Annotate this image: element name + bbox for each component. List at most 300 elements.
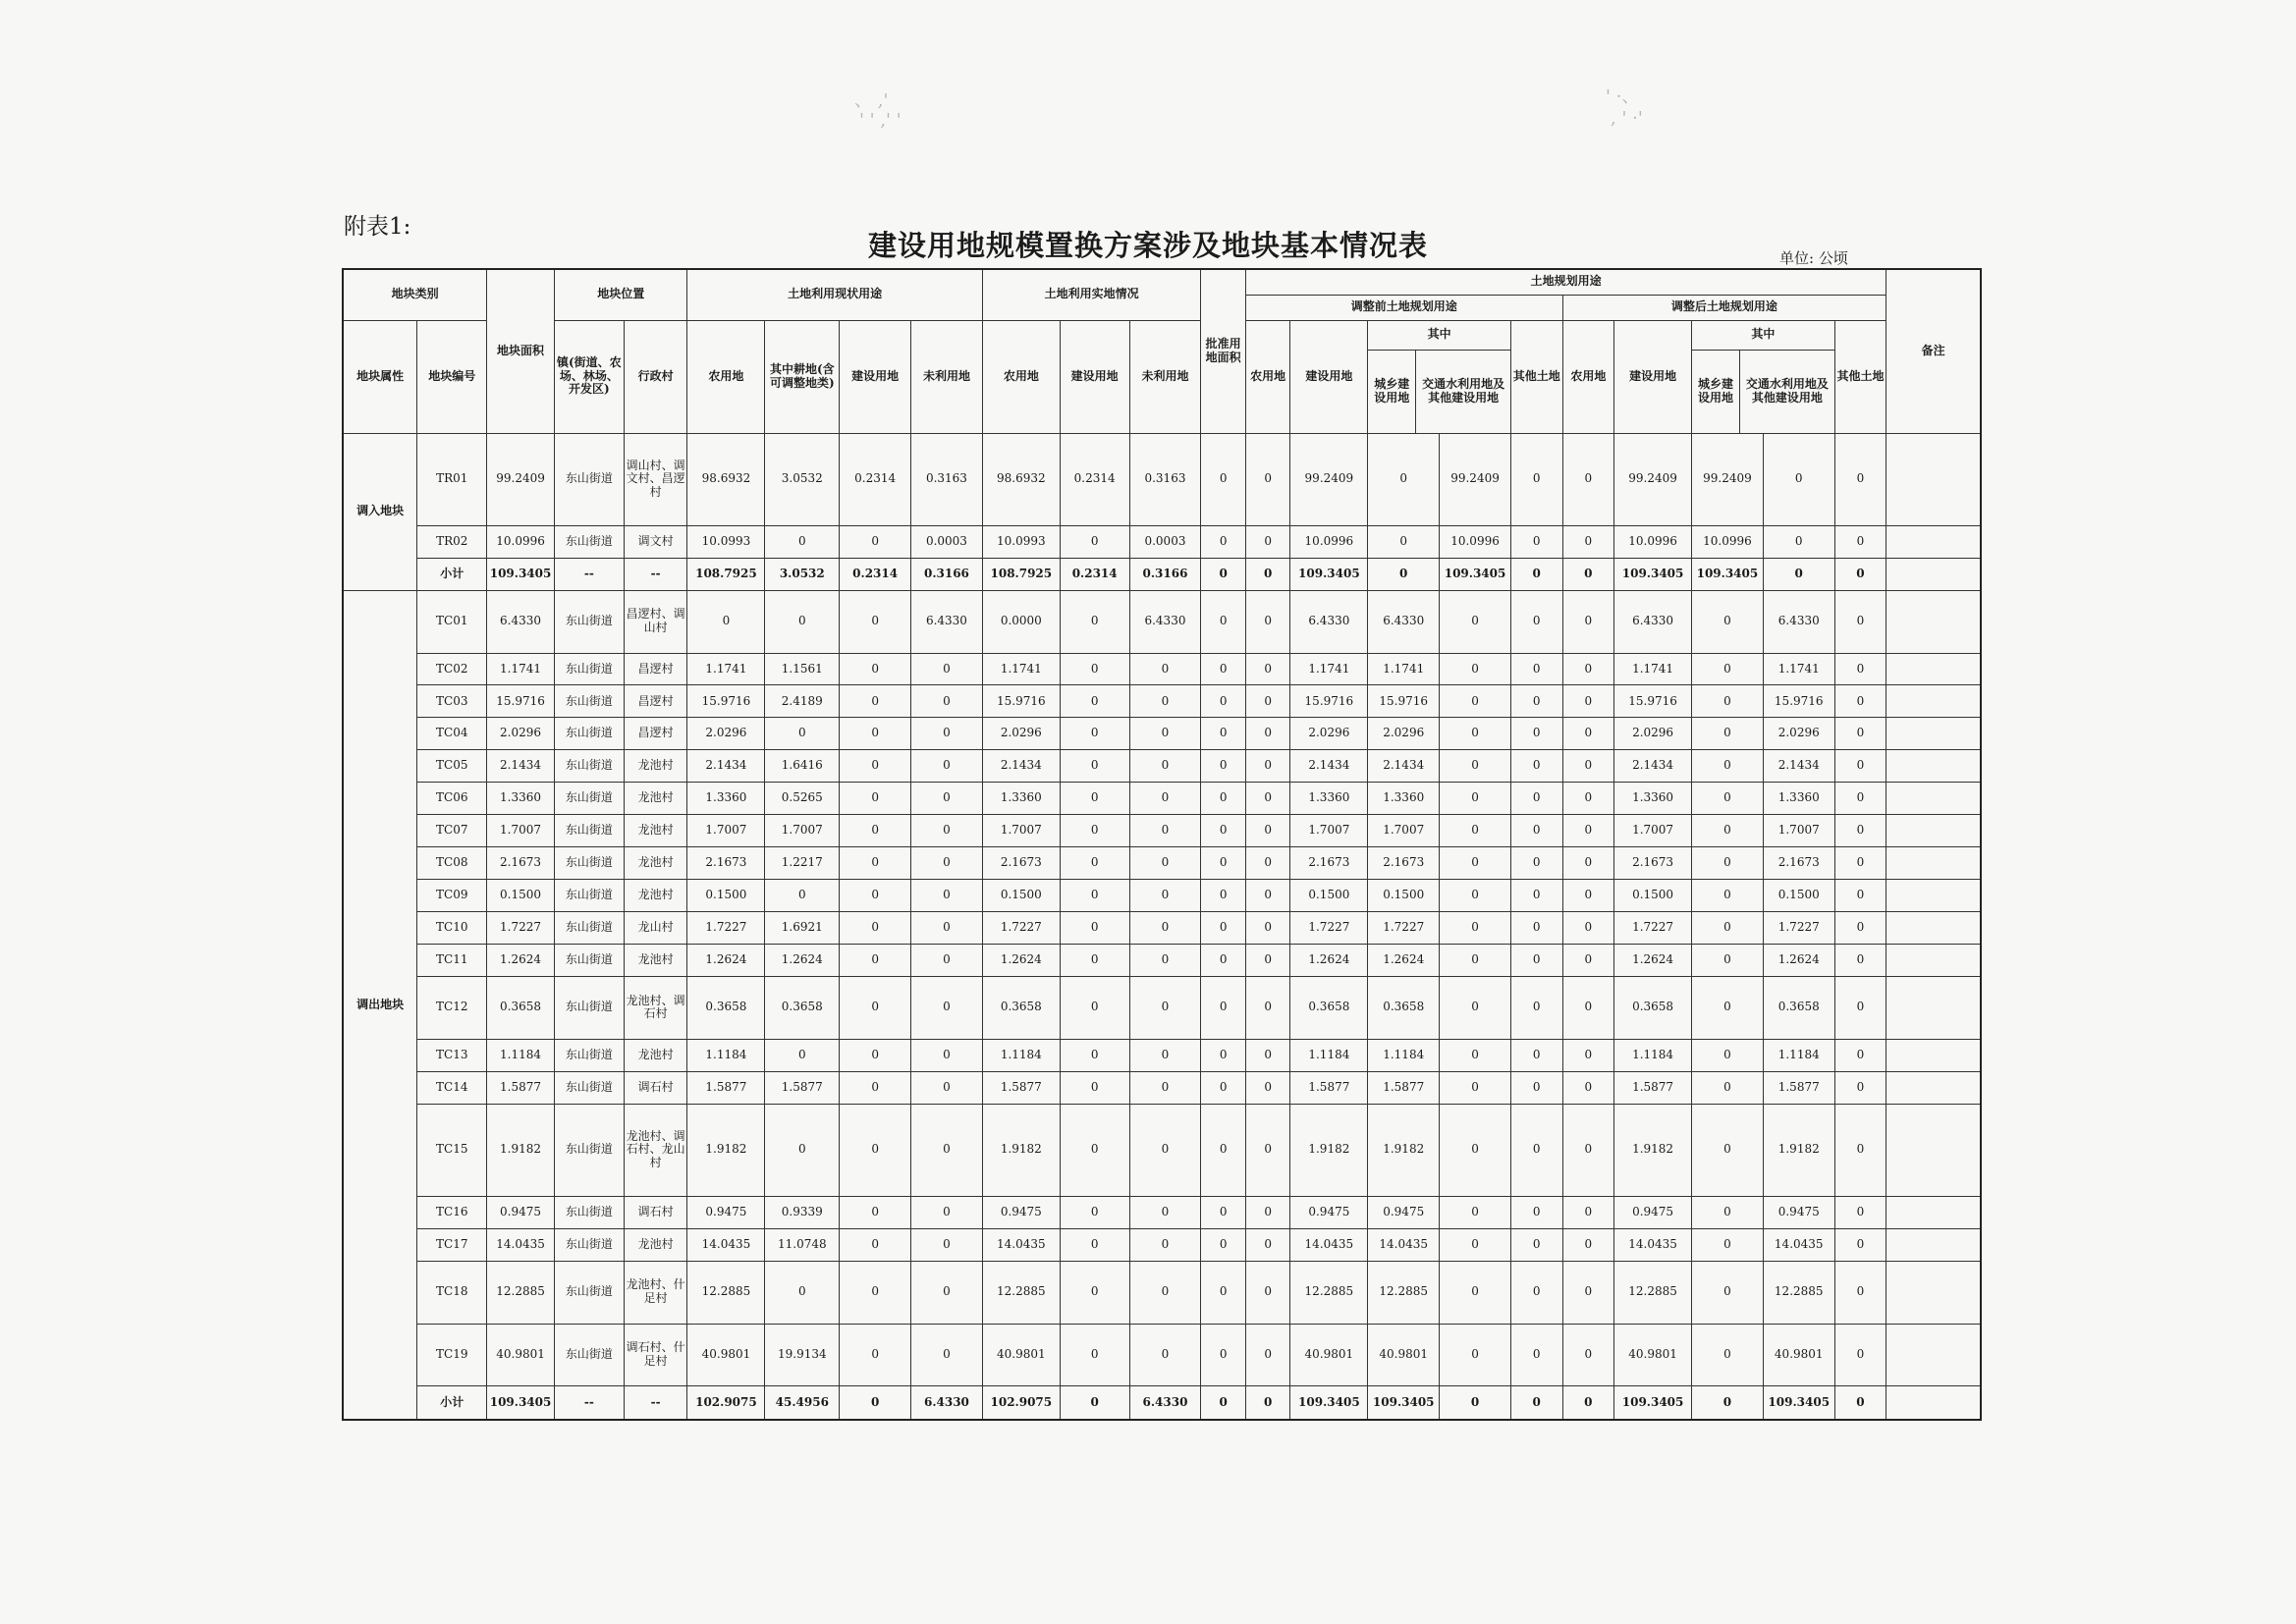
cell-value: 12.2885 (1614, 1261, 1692, 1324)
cell-value: 0 (1440, 912, 1511, 945)
cell-value: 0.3658 (982, 977, 1060, 1040)
cell-value: 109.3405 (1614, 1386, 1692, 1420)
cell-village: 龙池村、调石村、龙山村 (624, 1104, 687, 1196)
group-name: 调入地块 (343, 433, 417, 590)
cell-value: 0 (765, 880, 840, 912)
cell-village: -- (624, 1386, 687, 1420)
cell-area: 15.9716 (487, 685, 555, 718)
cell-town: 东山街道 (554, 433, 624, 525)
cell-value: 1.1184 (687, 1039, 765, 1071)
cell-value: 14.0435 (1614, 1228, 1692, 1261)
cell-value: 0 (1510, 1039, 1562, 1071)
cell-village: 昌逻村 (624, 685, 687, 718)
cell-value: 2.0296 (1290, 718, 1368, 750)
cell-value: 1.7227 (1368, 912, 1440, 945)
cell-value: 6.4330 (1129, 1386, 1201, 1420)
cell-village: 龙山村 (624, 912, 687, 945)
cell-value: 12.2885 (687, 1261, 765, 1324)
cell-value: 0 (1834, 945, 1886, 977)
header-before-other: 其他土地 (1510, 320, 1562, 433)
table-row (343, 1324, 1981, 1386)
table-row (343, 433, 1981, 525)
cell-value: 15.9716 (1614, 685, 1692, 718)
cell-value: 1.3360 (1614, 783, 1692, 815)
cell-value: 11.0748 (765, 1228, 840, 1261)
cell-value: 0 (1060, 1261, 1129, 1324)
cell-value: 0 (1440, 847, 1511, 880)
cell-value: 0 (1060, 685, 1129, 718)
cell-value: 1.6921 (765, 912, 840, 945)
cell-town: 东山街道 (554, 977, 624, 1040)
cell-value: 0 (840, 1104, 911, 1196)
cell-value: 1.7227 (1763, 912, 1834, 945)
unit-label: 单位: 公顷 (1779, 249, 1848, 267)
cell-value: 0 (1834, 1261, 1886, 1324)
cell-remark (1886, 1104, 1981, 1196)
cell-value: 102.9075 (982, 1386, 1060, 1420)
cell-value: 0 (840, 590, 911, 653)
cell-value: 0 (1245, 433, 1290, 525)
cell-value: 0 (1562, 1104, 1614, 1196)
header-cur-of-which-farm: 其中耕地(含可调整地类) (765, 320, 840, 433)
cell-value: 0 (1440, 653, 1511, 685)
cell-code: TC17 (417, 1228, 487, 1261)
cell-value: 0 (1129, 912, 1201, 945)
cell-town: 东山街道 (554, 1071, 624, 1104)
cell-town: 东山街道 (554, 815, 624, 847)
cell-village: 龙池村 (624, 1039, 687, 1071)
cell-remark (1886, 590, 1981, 653)
cell-village: 龙池村 (624, 1228, 687, 1261)
cell-value: 15.9716 (1763, 685, 1834, 718)
cell-value: 1.7227 (982, 912, 1060, 945)
cell-value: 0.1500 (687, 880, 765, 912)
cell-remark (1886, 718, 1981, 750)
cell-value: 0 (1510, 977, 1562, 1040)
cell-value: 1.5877 (1290, 1071, 1368, 1104)
cell-value: 6.4330 (1290, 590, 1368, 653)
cell-value: 0 (1562, 783, 1614, 815)
cell-value: 0 (1562, 718, 1614, 750)
cell-value: 0 (1440, 783, 1511, 815)
cell-value: 2.1673 (687, 847, 765, 880)
cell-area: 1.1741 (487, 653, 555, 685)
cell-value: 0 (1245, 653, 1290, 685)
cell-value: 0 (1834, 783, 1886, 815)
cell-value: 0 (1440, 590, 1511, 653)
header-area: 地块面积 (487, 269, 555, 433)
cell-value: 0 (1201, 1324, 1246, 1386)
table-row (343, 525, 1981, 558)
cell-village: 龙池村 (624, 783, 687, 815)
cell-value: 0 (1562, 1228, 1614, 1261)
cell-value: 1.2624 (1290, 945, 1368, 977)
cell-value: 0.9475 (1368, 1197, 1440, 1229)
cell-value: 0 (1510, 1261, 1562, 1324)
cell-town: 东山街道 (554, 750, 624, 783)
header-location: 地块位置 (554, 269, 687, 320)
cell-value: 0 (1834, 912, 1886, 945)
cell-value: 0 (1834, 847, 1886, 880)
cell-area: 0.1500 (487, 880, 555, 912)
cell-value: 2.1673 (1763, 847, 1834, 880)
cell-remark (1886, 1261, 1981, 1324)
cell-town: 东山街道 (554, 847, 624, 880)
cell-value: 0 (1245, 1197, 1290, 1229)
cell-value: 0 (1129, 1039, 1201, 1071)
cell-village: 调文村 (624, 525, 687, 558)
cell-value: 1.2624 (1763, 945, 1834, 977)
cell-remark (1886, 653, 1981, 685)
cell-value: 1.9182 (1368, 1104, 1440, 1196)
table-row (343, 1071, 1981, 1104)
cell-value: 0 (1245, 590, 1290, 653)
cell-value: 0 (1562, 590, 1614, 653)
cell-village: 调山村、调文村、昌逻村 (624, 433, 687, 525)
cell-value: 0.2314 (840, 433, 911, 525)
cell-value: 0 (1201, 653, 1246, 685)
cell-remark (1886, 977, 1981, 1040)
cell-value: 0.5265 (765, 783, 840, 815)
cell-value: 15.9716 (1368, 685, 1440, 718)
cell-value: 0 (840, 685, 911, 718)
cell-value: 0 (1510, 912, 1562, 945)
cell-value: 1.5877 (982, 1071, 1060, 1104)
cell-value: 0 (1562, 815, 1614, 847)
cell-value: 0 (1440, 1039, 1511, 1071)
cell-value: 40.9801 (982, 1324, 1060, 1386)
cell-value: 0 (1692, 945, 1764, 977)
cell-value: 0.9475 (982, 1197, 1060, 1229)
cell-value: 0.3166 (1129, 558, 1201, 590)
cell-value: 0 (1562, 525, 1614, 558)
cell-value: 1.3360 (1290, 783, 1368, 815)
group-name: 调出地块 (343, 590, 417, 1420)
cell-value: 0 (687, 590, 765, 653)
cell-value: 98.6932 (687, 433, 765, 525)
cell-value: 0 (1692, 718, 1764, 750)
cell-village: 龙池村 (624, 945, 687, 977)
cell-town: 东山街道 (554, 912, 624, 945)
header-act-unused: 未利用地 (1129, 320, 1201, 433)
cell-value: 0 (1201, 815, 1246, 847)
cell-value: 0 (911, 685, 983, 718)
cell-value: 0 (1245, 1104, 1290, 1196)
cell-value: 14.0435 (1368, 1228, 1440, 1261)
cell-value: 1.2624 (1368, 945, 1440, 977)
cell-value: 1.5877 (1614, 1071, 1692, 1104)
table-row (343, 1228, 1981, 1261)
cell-value: 0 (1692, 912, 1764, 945)
cell-value: 0 (1562, 558, 1614, 590)
cell-value: 0 (1060, 1104, 1129, 1196)
table-row (343, 653, 1981, 685)
cell-value: 108.7925 (687, 558, 765, 590)
cell-code: TC12 (417, 977, 487, 1040)
cell-town: -- (554, 1386, 624, 1420)
cell-value: 0 (1201, 1104, 1246, 1196)
cell-area: 0.9475 (487, 1197, 555, 1229)
table-row (343, 718, 1981, 750)
table-row (343, 977, 1981, 1040)
cell-value: 0.1500 (1614, 880, 1692, 912)
cell-area: 12.2885 (487, 1261, 555, 1324)
cell-value: 3.0532 (765, 558, 840, 590)
cell-town: 东山街道 (554, 1197, 624, 1229)
cell-value: 0 (911, 783, 983, 815)
cell-value: 0.3163 (1129, 433, 1201, 525)
cell-value: 0 (1834, 977, 1886, 1040)
cell-value: 109.3405 (1290, 558, 1368, 590)
cell-value: 0 (911, 847, 983, 880)
cell-remark (1886, 1197, 1981, 1229)
header-village: 行政村 (624, 320, 687, 433)
cell-value: 0 (911, 1039, 983, 1071)
cell-code: TC15 (417, 1104, 487, 1196)
cell-value: 0 (1201, 590, 1246, 653)
cell-value: 0 (1440, 977, 1511, 1040)
cell-value: 0 (1368, 525, 1440, 558)
cell-value: 40.9801 (1368, 1324, 1440, 1386)
cell-value: 0 (1834, 1324, 1886, 1386)
header-approved-area: 批准用地面积 (1201, 269, 1246, 433)
cell-value: 0 (765, 590, 840, 653)
cell-code: TC11 (417, 945, 487, 977)
cell-value: 2.1673 (982, 847, 1060, 880)
cell-value: 0 (1201, 433, 1246, 525)
scan-artifact: ' ' ,' ' (859, 110, 902, 131)
cell-value: 109.3405 (1763, 1386, 1834, 1420)
cell-value: 0 (1440, 1104, 1511, 1196)
cell-value: 0 (840, 847, 911, 880)
cell-value: 0 (1060, 945, 1129, 977)
cell-value: 0.3658 (1614, 977, 1692, 1040)
cell-value: 109.3405 (1440, 558, 1511, 590)
cell-value: 6.4330 (1129, 590, 1201, 653)
cell-value: 0 (765, 1039, 840, 1071)
cell-code: TC10 (417, 912, 487, 945)
cell-value: 1.9182 (1614, 1104, 1692, 1196)
cell-value: 0.3658 (1368, 977, 1440, 1040)
cell-value: 1.1741 (1614, 653, 1692, 685)
document-title: 建设用地规模置换方案涉及地块基本情况表 (867, 229, 1428, 262)
cell-value: 0.3166 (911, 558, 983, 590)
cell-value: 0 (1510, 880, 1562, 912)
cell-value: 0 (1060, 880, 1129, 912)
table-row (343, 685, 1981, 718)
cell-value: 0 (1368, 558, 1440, 590)
cell-value: 0.1500 (1763, 880, 1834, 912)
header-before-traffic: 交通水利用地及其他建设用地 (1422, 376, 1505, 405)
cell-town: 东山街道 (554, 1039, 624, 1071)
cell-value: 0 (1834, 558, 1886, 590)
cell-area: 2.1673 (487, 847, 555, 880)
header-of-which: 其中 (1692, 321, 1834, 351)
cell-value: 0 (1129, 847, 1201, 880)
cell-value: 1.1741 (1290, 653, 1368, 685)
cell-value: 0 (1245, 977, 1290, 1040)
cell-value: 0 (1510, 433, 1562, 525)
cell-town: 东山街道 (554, 880, 624, 912)
cell-value: 0 (1834, 1071, 1886, 1104)
cell-value: 0 (1129, 1071, 1201, 1104)
cell-value: 14.0435 (1290, 1228, 1368, 1261)
cell-value: 0 (1440, 1228, 1511, 1261)
table-row (343, 847, 1981, 880)
cell-value: 0 (840, 912, 911, 945)
cell-town: -- (554, 558, 624, 590)
header-current-use: 土地利用现状用途 (687, 269, 982, 320)
cell-value: 0 (1201, 1261, 1246, 1324)
cell-value: 108.7925 (982, 558, 1060, 590)
cell-value: 0 (1201, 880, 1246, 912)
cell-value: 19.9134 (765, 1324, 840, 1386)
cell-value: 0 (911, 653, 983, 685)
cell-value: 1.2624 (982, 945, 1060, 977)
cell-value: 0.9475 (1614, 1197, 1692, 1229)
table-row (343, 783, 1981, 815)
cell-value: 0 (1201, 1071, 1246, 1104)
cell-value: 0 (1562, 1071, 1614, 1104)
cell-value: 0 (1510, 783, 1562, 815)
cell-value: 0 (1692, 1071, 1764, 1104)
cell-value: 0 (1510, 685, 1562, 718)
cell-value: 2.1673 (1614, 847, 1692, 880)
cell-value: 0 (1562, 1324, 1614, 1386)
cell-value: 1.1184 (982, 1039, 1060, 1071)
cell-value: 0 (1562, 433, 1614, 525)
cell-value: 109.3405 (1614, 558, 1692, 590)
cell-value: 0 (1245, 525, 1290, 558)
cell-value: 1.1741 (982, 653, 1060, 685)
cell-value: 0 (840, 815, 911, 847)
cell-area: 1.7007 (487, 815, 555, 847)
cell-value: 6.4330 (1763, 590, 1834, 653)
table-row (343, 880, 1981, 912)
cell-village: 昌逻村、调山村 (624, 590, 687, 653)
cell-value: 0 (1834, 815, 1886, 847)
cell-value: 0.3658 (1290, 977, 1368, 1040)
cell-code: TC14 (417, 1071, 487, 1104)
cell-code: TC07 (417, 815, 487, 847)
scan-artifact: , ' ·' (1611, 108, 1643, 129)
cell-value: 0 (1562, 912, 1614, 945)
cell-value: 1.1741 (687, 653, 765, 685)
cell-value: 0 (1060, 1386, 1129, 1420)
cell-area: 6.4330 (487, 590, 555, 653)
cell-value: 0 (1201, 912, 1246, 945)
cell-value: 0 (840, 653, 911, 685)
cell-value: 0 (1201, 750, 1246, 783)
cell-value: 0 (840, 1386, 911, 1420)
cell-value: 109.3405 (1290, 1386, 1368, 1420)
cell-value: 0 (1562, 653, 1614, 685)
cell-value: 0 (1245, 1039, 1290, 1071)
cell-value: 0 (911, 718, 983, 750)
cell-value: 0 (1245, 945, 1290, 977)
cell-value: 10.0996 (1692, 525, 1764, 558)
cell-value: 1.1184 (1763, 1039, 1834, 1071)
cell-value: 0 (1834, 525, 1886, 558)
cell-value: 0 (1129, 945, 1201, 977)
table-row (343, 1104, 1981, 1196)
cell-value: 1.7007 (1368, 815, 1440, 847)
table-body (343, 433, 1981, 1420)
cell-value: 0 (1245, 1324, 1290, 1386)
cell-value: 0.1500 (1290, 880, 1368, 912)
header-actual-use: 土地利用实地情况 (982, 269, 1201, 320)
cell-value: 0 (840, 783, 911, 815)
scan-artifact: ' ·、 (1606, 86, 1640, 107)
cell-value: 0 (1129, 815, 1201, 847)
cell-value: 0 (1510, 558, 1562, 590)
cell-value: 0 (1129, 1324, 1201, 1386)
cell-value: 0 (1510, 718, 1562, 750)
cell-value: 0 (1510, 525, 1562, 558)
cell-value: 1.3360 (687, 783, 765, 815)
cell-area: 2.0296 (487, 718, 555, 750)
cell-value: 0 (1692, 783, 1764, 815)
cell-remark (1886, 815, 1981, 847)
cell-value: 0 (911, 1197, 983, 1229)
cell-value: 0 (1060, 1197, 1129, 1229)
table-row (343, 1261, 1981, 1324)
cell-area: 109.3405 (487, 1386, 555, 1420)
header-before-construction: 建设用地 (1290, 320, 1368, 433)
header-act-construction: 建设用地 (1060, 320, 1129, 433)
cell-value: 15.9716 (982, 685, 1060, 718)
cell-value: 0 (1692, 1324, 1764, 1386)
cell-value: 1.7227 (1614, 912, 1692, 945)
cell-area: 14.0435 (487, 1228, 555, 1261)
cell-value: 99.2409 (1440, 433, 1511, 525)
table-row (343, 1039, 1981, 1071)
header-after-construction: 建设用地 (1614, 320, 1692, 433)
cell-value: 0.3658 (687, 977, 765, 1040)
cell-value: 0 (1834, 433, 1886, 525)
cell-area: 40.9801 (487, 1324, 555, 1386)
cell-value: 0 (911, 1071, 983, 1104)
cell-value: 0 (1510, 1197, 1562, 1229)
cell-value: 2.0296 (1368, 718, 1440, 750)
cell-area: 109.3405 (487, 558, 555, 590)
cell-remark (1886, 685, 1981, 718)
cell-value: 0 (765, 1104, 840, 1196)
cell-town: 东山街道 (554, 653, 624, 685)
cell-value: 0 (911, 1324, 983, 1386)
cell-value: 0 (1562, 1039, 1614, 1071)
cell-remark (1886, 847, 1981, 880)
cell-value: 2.1434 (687, 750, 765, 783)
cell-value: 98.6932 (982, 433, 1060, 525)
cell-value: 0 (1834, 1104, 1886, 1196)
cell-value: 0 (1060, 912, 1129, 945)
cell-remark (1886, 1228, 1981, 1261)
cell-code: TC13 (417, 1039, 487, 1071)
cell-value: 0 (1245, 558, 1290, 590)
cell-value: 0 (840, 1228, 911, 1261)
cell-value: 0 (1562, 880, 1614, 912)
cell-remark (1886, 525, 1981, 558)
cell-code: TC09 (417, 880, 487, 912)
cell-value: 0 (1692, 1039, 1764, 1071)
cell-value: 1.9182 (1290, 1104, 1368, 1196)
cell-remark (1886, 783, 1981, 815)
cell-value: 1.6416 (765, 750, 840, 783)
cell-value: 0 (1060, 718, 1129, 750)
cell-value: 99.2409 (1692, 433, 1764, 525)
cell-value: 0 (1834, 750, 1886, 783)
